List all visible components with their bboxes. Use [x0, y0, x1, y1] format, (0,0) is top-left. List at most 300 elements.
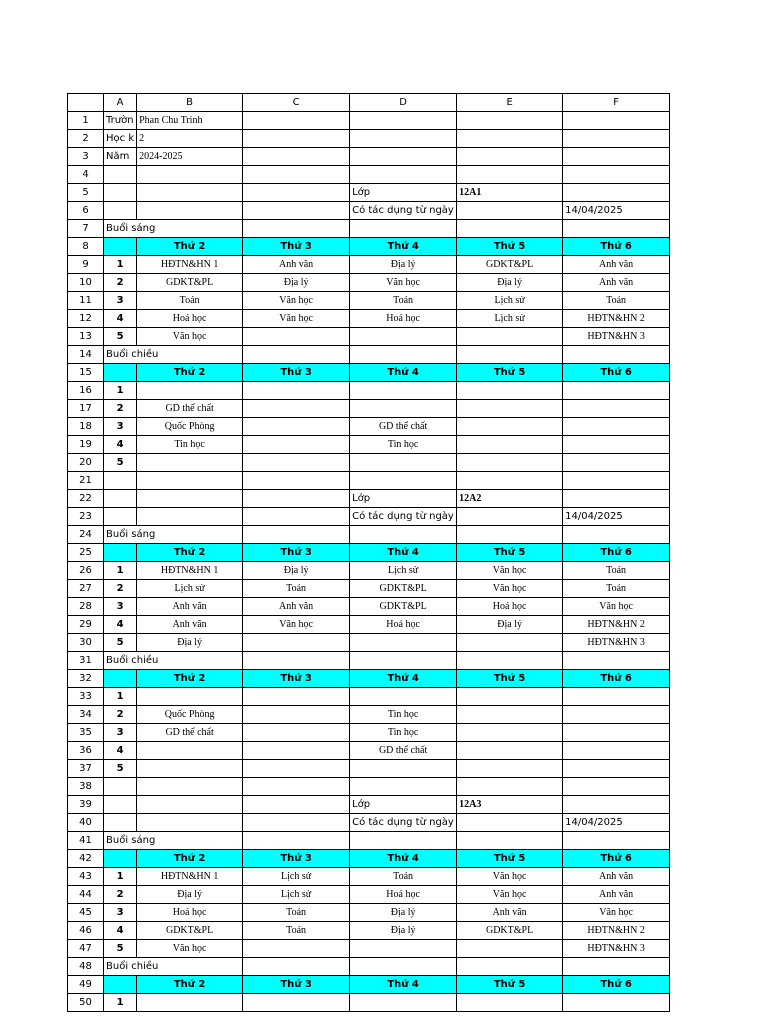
- row-number[interactable]: 28: [68, 598, 104, 616]
- period-number[interactable]: 2: [104, 274, 137, 292]
- cell[interactable]: [563, 130, 670, 148]
- subject-cell[interactable]: Anh văn: [563, 886, 670, 904]
- subject-cell[interactable]: [563, 382, 670, 400]
- subject-cell[interactable]: Địa lý: [243, 274, 350, 292]
- weekday-header[interactable]: Thứ 6: [563, 850, 670, 868]
- cell[interactable]: [457, 472, 563, 490]
- class-label[interactable]: Lớp: [350, 184, 457, 202]
- subject-cell[interactable]: HĐTN&HN 3: [563, 940, 670, 958]
- subject-cell[interactable]: Hoá học: [350, 886, 457, 904]
- weekday-header[interactable]: Thứ 3: [243, 364, 350, 382]
- cell[interactable]: [243, 166, 350, 184]
- cell[interactable]: [104, 490, 137, 508]
- cell[interactable]: [243, 526, 350, 544]
- period-number[interactable]: 4: [104, 922, 137, 940]
- row-number[interactable]: 42: [68, 850, 104, 868]
- cell[interactable]: [350, 112, 457, 130]
- header-blank-cell[interactable]: [104, 238, 137, 256]
- effective-date-value[interactable]: 14/04/2025: [563, 508, 670, 526]
- weekday-header[interactable]: Thứ 5: [457, 670, 563, 688]
- subject-cell[interactable]: [243, 436, 350, 454]
- subject-cell[interactable]: [563, 760, 670, 778]
- subject-cell[interactable]: [350, 454, 457, 472]
- cell[interactable]: [104, 508, 137, 526]
- subject-cell[interactable]: Anh văn: [563, 274, 670, 292]
- weekday-header[interactable]: Thứ 5: [457, 238, 563, 256]
- subject-cell[interactable]: HĐTN&HN 1: [137, 868, 243, 886]
- cell[interactable]: [457, 814, 563, 832]
- cell[interactable]: [137, 166, 243, 184]
- row-number[interactable]: 43: [68, 868, 104, 886]
- row-number[interactable]: 40: [68, 814, 104, 832]
- subject-cell[interactable]: [563, 418, 670, 436]
- cell[interactable]: [243, 220, 350, 238]
- class-label[interactable]: Lớp: [350, 490, 457, 508]
- subject-cell[interactable]: Văn học: [457, 886, 563, 904]
- subject-cell[interactable]: Lịch sử: [243, 886, 350, 904]
- subject-cell[interactable]: Văn học: [137, 328, 243, 346]
- subject-cell[interactable]: Toán: [243, 580, 350, 598]
- cell[interactable]: [563, 490, 670, 508]
- row-number[interactable]: 1: [68, 112, 104, 130]
- afternoon-session-label[interactable]: Buổi chiều: [104, 652, 243, 670]
- subject-cell[interactable]: [243, 994, 350, 1012]
- subject-cell[interactable]: [457, 742, 563, 760]
- subject-cell[interactable]: [243, 742, 350, 760]
- subject-cell[interactable]: Văn học: [457, 562, 563, 580]
- period-number[interactable]: 3: [104, 598, 137, 616]
- subject-cell[interactable]: [350, 400, 457, 418]
- cell[interactable]: [563, 220, 670, 238]
- subject-cell[interactable]: Hoá học: [350, 616, 457, 634]
- subject-cell[interactable]: Địa lý: [350, 922, 457, 940]
- weekday-header[interactable]: Thứ 4: [350, 238, 457, 256]
- cell[interactable]: [104, 796, 137, 814]
- row-number[interactable]: 30: [68, 634, 104, 652]
- subject-cell[interactable]: HĐTN&HN 3: [563, 634, 670, 652]
- morning-session-label[interactable]: Buổi sáng: [104, 220, 243, 238]
- cell[interactable]: [243, 490, 350, 508]
- column-header-f[interactable]: F: [563, 94, 670, 112]
- subject-cell[interactable]: GD thể chất: [137, 724, 243, 742]
- subject-cell[interactable]: Toán: [563, 580, 670, 598]
- cell[interactable]: [243, 958, 350, 976]
- subject-cell[interactable]: Hoá học: [137, 310, 243, 328]
- effective-date-label[interactable]: Có tác dụng từ ngày: [350, 508, 457, 526]
- subject-cell[interactable]: [243, 454, 350, 472]
- subject-cell[interactable]: [457, 454, 563, 472]
- weekday-header[interactable]: Thứ 5: [457, 544, 563, 562]
- column-header-e[interactable]: E: [457, 94, 563, 112]
- class-name[interactable]: 12A3: [457, 796, 563, 814]
- subject-cell[interactable]: Tin học: [137, 436, 243, 454]
- period-number[interactable]: 1: [104, 256, 137, 274]
- subject-cell[interactable]: [243, 706, 350, 724]
- period-number[interactable]: 1: [104, 562, 137, 580]
- cell[interactable]: [243, 130, 350, 148]
- subject-cell[interactable]: GD thể chất: [350, 418, 457, 436]
- header-blank-cell[interactable]: [104, 670, 137, 688]
- period-number[interactable]: 2: [104, 580, 137, 598]
- info-value[interactable]: Phan Chu Trinh: [137, 112, 243, 130]
- subject-cell[interactable]: GD thể chất: [350, 742, 457, 760]
- subject-cell[interactable]: [563, 688, 670, 706]
- cell[interactable]: [457, 148, 563, 166]
- cell[interactable]: [350, 220, 457, 238]
- weekday-header[interactable]: Thứ 2: [137, 850, 243, 868]
- cell[interactable]: [243, 778, 350, 796]
- weekday-header[interactable]: Thứ 3: [243, 544, 350, 562]
- subject-cell[interactable]: Anh văn: [137, 598, 243, 616]
- subject-cell[interactable]: Hoá học: [137, 904, 243, 922]
- cell[interactable]: [457, 526, 563, 544]
- row-number[interactable]: 15: [68, 364, 104, 382]
- row-number[interactable]: 38: [68, 778, 104, 796]
- info-value[interactable]: 2: [137, 130, 243, 148]
- cell[interactable]: [350, 166, 457, 184]
- effective-date-value[interactable]: 14/04/2025: [563, 202, 670, 220]
- subject-cell[interactable]: [243, 382, 350, 400]
- period-number[interactable]: 4: [104, 436, 137, 454]
- cell[interactable]: [563, 346, 670, 364]
- weekday-header[interactable]: Thứ 4: [350, 364, 457, 382]
- row-number[interactable]: 11: [68, 292, 104, 310]
- row-number[interactable]: 50: [68, 994, 104, 1012]
- cell[interactable]: [243, 796, 350, 814]
- subject-cell[interactable]: [137, 688, 243, 706]
- weekday-header[interactable]: Thứ 4: [350, 976, 457, 994]
- subject-cell[interactable]: [457, 328, 563, 346]
- period-number[interactable]: 4: [104, 742, 137, 760]
- subject-cell[interactable]: Văn học: [137, 940, 243, 958]
- weekday-header[interactable]: Thứ 6: [563, 976, 670, 994]
- cell[interactable]: [457, 652, 563, 670]
- subject-cell[interactable]: GDKT&PL: [350, 580, 457, 598]
- cell[interactable]: [457, 130, 563, 148]
- cell[interactable]: [104, 166, 137, 184]
- cell[interactable]: [350, 148, 457, 166]
- row-number[interactable]: 7: [68, 220, 104, 238]
- cell[interactable]: [243, 202, 350, 220]
- cell[interactable]: [457, 832, 563, 850]
- subject-cell[interactable]: Địa lý: [137, 886, 243, 904]
- subject-cell[interactable]: HĐTN&HN 1: [137, 256, 243, 274]
- subject-cell[interactable]: Văn học: [563, 598, 670, 616]
- row-number[interactable]: 13: [68, 328, 104, 346]
- subject-cell[interactable]: Địa lý: [350, 256, 457, 274]
- row-number[interactable]: 4: [68, 166, 104, 184]
- subject-cell[interactable]: [243, 760, 350, 778]
- subject-cell[interactable]: [457, 418, 563, 436]
- row-number[interactable]: 23: [68, 508, 104, 526]
- cell[interactable]: [563, 526, 670, 544]
- morning-session-label[interactable]: Buổi sáng: [104, 526, 243, 544]
- cell[interactable]: [457, 220, 563, 238]
- subject-cell[interactable]: Anh văn: [563, 256, 670, 274]
- weekday-header[interactable]: Thứ 6: [563, 544, 670, 562]
- subject-cell[interactable]: Lịch sử: [350, 562, 457, 580]
- cell[interactable]: [457, 508, 563, 526]
- weekday-header[interactable]: Thứ 2: [137, 976, 243, 994]
- subject-cell[interactable]: Văn học: [243, 616, 350, 634]
- weekday-header[interactable]: Thứ 4: [350, 544, 457, 562]
- row-number[interactable]: 8: [68, 238, 104, 256]
- subject-cell[interactable]: Văn học: [457, 868, 563, 886]
- cell[interactable]: [137, 796, 243, 814]
- cell[interactable]: [137, 814, 243, 832]
- cell[interactable]: [563, 472, 670, 490]
- cell[interactable]: [137, 472, 243, 490]
- subject-cell[interactable]: Lịch sử: [137, 580, 243, 598]
- subject-cell[interactable]: Địa lý: [243, 562, 350, 580]
- row-number[interactable]: 22: [68, 490, 104, 508]
- period-number[interactable]: 1: [104, 868, 137, 886]
- period-number[interactable]: 1: [104, 994, 137, 1012]
- weekday-header[interactable]: Thứ 3: [243, 850, 350, 868]
- subject-cell[interactable]: Địa lý: [137, 634, 243, 652]
- subject-cell[interactable]: HĐTN&HN 3: [563, 328, 670, 346]
- row-number[interactable]: 17: [68, 400, 104, 418]
- column-header-d[interactable]: D: [350, 94, 457, 112]
- subject-cell[interactable]: [350, 328, 457, 346]
- subject-cell[interactable]: Hoá học: [350, 310, 457, 328]
- cell[interactable]: [457, 202, 563, 220]
- period-number[interactable]: 3: [104, 418, 137, 436]
- subject-cell[interactable]: [563, 454, 670, 472]
- subject-cell[interactable]: Địa lý: [350, 904, 457, 922]
- period-number[interactable]: 1: [104, 688, 137, 706]
- cell[interactable]: [104, 472, 137, 490]
- subject-cell[interactable]: Lịch sử: [457, 310, 563, 328]
- row-number[interactable]: 39: [68, 796, 104, 814]
- subject-cell[interactable]: Toán: [563, 292, 670, 310]
- cell[interactable]: [563, 778, 670, 796]
- period-number[interactable]: 5: [104, 634, 137, 652]
- subject-cell[interactable]: [350, 382, 457, 400]
- subject-cell[interactable]: Văn học: [243, 310, 350, 328]
- subject-cell[interactable]: [457, 994, 563, 1012]
- subject-cell[interactable]: [563, 724, 670, 742]
- row-number[interactable]: 29: [68, 616, 104, 634]
- row-number[interactable]: 44: [68, 886, 104, 904]
- cell[interactable]: [457, 346, 563, 364]
- cell[interactable]: [457, 958, 563, 976]
- subject-cell[interactable]: [457, 706, 563, 724]
- cell[interactable]: [243, 346, 350, 364]
- cell[interactable]: [243, 814, 350, 832]
- subject-cell[interactable]: GDKT&PL: [457, 256, 563, 274]
- subject-cell[interactable]: GDKT&PL: [457, 922, 563, 940]
- row-number[interactable]: 2: [68, 130, 104, 148]
- subject-cell[interactable]: Anh văn: [457, 904, 563, 922]
- column-header-a[interactable]: A: [104, 94, 137, 112]
- subject-cell[interactable]: HĐTN&HN 2: [563, 310, 670, 328]
- subject-cell[interactable]: Tin học: [350, 436, 457, 454]
- weekday-header[interactable]: Thứ 3: [243, 976, 350, 994]
- subject-cell[interactable]: Anh văn: [137, 616, 243, 634]
- subject-cell[interactable]: [243, 940, 350, 958]
- cell[interactable]: [350, 346, 457, 364]
- subject-cell[interactable]: Toán: [137, 292, 243, 310]
- row-number[interactable]: 49: [68, 976, 104, 994]
- row-number[interactable]: 24: [68, 526, 104, 544]
- subject-cell[interactable]: [457, 688, 563, 706]
- subject-cell[interactable]: [243, 634, 350, 652]
- weekday-header[interactable]: Thứ 2: [137, 364, 243, 382]
- cell[interactable]: [243, 832, 350, 850]
- cell[interactable]: [350, 130, 457, 148]
- period-number[interactable]: 5: [104, 328, 137, 346]
- subject-cell[interactable]: [243, 724, 350, 742]
- cell[interactable]: [563, 832, 670, 850]
- subject-cell[interactable]: HĐTN&HN 2: [563, 616, 670, 634]
- subject-cell[interactable]: [350, 688, 457, 706]
- afternoon-session-label[interactable]: Buổi chiều: [104, 958, 243, 976]
- cell[interactable]: [563, 184, 670, 202]
- period-number[interactable]: 4: [104, 616, 137, 634]
- cell[interactable]: [104, 184, 137, 202]
- weekday-header[interactable]: Thứ 5: [457, 364, 563, 382]
- cell[interactable]: [457, 166, 563, 184]
- row-number[interactable]: 10: [68, 274, 104, 292]
- row-number[interactable]: 26: [68, 562, 104, 580]
- row-number[interactable]: 46: [68, 922, 104, 940]
- row-number[interactable]: 41: [68, 832, 104, 850]
- weekday-header[interactable]: Thứ 6: [563, 238, 670, 256]
- subject-cell[interactable]: [457, 724, 563, 742]
- period-number[interactable]: 2: [104, 400, 137, 418]
- info-label[interactable]: Năm: [104, 148, 137, 166]
- subject-cell[interactable]: Anh văn: [563, 868, 670, 886]
- cell[interactable]: [104, 778, 137, 796]
- subject-cell[interactable]: Văn học: [563, 904, 670, 922]
- weekday-header[interactable]: Thứ 6: [563, 670, 670, 688]
- info-label[interactable]: Học k: [104, 130, 137, 148]
- subject-cell[interactable]: Quốc Phòng: [137, 418, 243, 436]
- subject-cell[interactable]: [350, 760, 457, 778]
- row-number[interactable]: 33: [68, 688, 104, 706]
- cell[interactable]: [137, 184, 243, 202]
- cell[interactable]: [137, 202, 243, 220]
- subject-cell[interactable]: Tin học: [350, 706, 457, 724]
- weekday-header[interactable]: Thứ 5: [457, 976, 563, 994]
- period-number[interactable]: 3: [104, 724, 137, 742]
- cell[interactable]: [563, 958, 670, 976]
- row-number[interactable]: 47: [68, 940, 104, 958]
- cell[interactable]: [243, 184, 350, 202]
- subject-cell[interactable]: GDKT&PL: [137, 922, 243, 940]
- subject-cell[interactable]: HĐTN&HN 2: [563, 922, 670, 940]
- period-number[interactable]: 3: [104, 292, 137, 310]
- subject-cell[interactable]: [563, 742, 670, 760]
- row-number[interactable]: 34: [68, 706, 104, 724]
- row-number[interactable]: 6: [68, 202, 104, 220]
- subject-cell[interactable]: [350, 634, 457, 652]
- subject-cell[interactable]: [457, 940, 563, 958]
- subject-cell[interactable]: [563, 994, 670, 1012]
- row-number[interactable]: 27: [68, 580, 104, 598]
- row-number[interactable]: 14: [68, 346, 104, 364]
- period-number[interactable]: 5: [104, 454, 137, 472]
- info-label[interactable]: Trườn: [104, 112, 137, 130]
- subject-cell[interactable]: Lịch sử: [243, 868, 350, 886]
- period-number[interactable]: 4: [104, 310, 137, 328]
- subject-cell[interactable]: [137, 760, 243, 778]
- cell[interactable]: [104, 814, 137, 832]
- weekday-header[interactable]: Thứ 6: [563, 364, 670, 382]
- weekday-header[interactable]: Thứ 3: [243, 670, 350, 688]
- weekday-header[interactable]: Thứ 2: [137, 670, 243, 688]
- subject-cell[interactable]: Địa lý: [457, 616, 563, 634]
- subject-cell[interactable]: Toán: [350, 292, 457, 310]
- header-blank-cell[interactable]: [104, 850, 137, 868]
- class-name[interactable]: 12A2: [457, 490, 563, 508]
- column-header-b[interactable]: B: [137, 94, 243, 112]
- cell[interactable]: [243, 148, 350, 166]
- weekday-header[interactable]: Thứ 5: [457, 850, 563, 868]
- cell[interactable]: [137, 490, 243, 508]
- subject-cell[interactable]: Toán: [563, 562, 670, 580]
- weekday-header[interactable]: Thứ 4: [350, 850, 457, 868]
- subject-cell[interactable]: Hoá học: [457, 598, 563, 616]
- row-number[interactable]: 31: [68, 652, 104, 670]
- cell[interactable]: [243, 472, 350, 490]
- effective-date-label[interactable]: Có tác dụng từ ngày: [350, 814, 457, 832]
- info-value[interactable]: 2024-2025: [137, 148, 243, 166]
- row-number[interactable]: 20: [68, 454, 104, 472]
- row-number[interactable]: 19: [68, 436, 104, 454]
- subject-cell[interactable]: GDKT&PL: [350, 598, 457, 616]
- subject-cell[interactable]: [137, 382, 243, 400]
- cell[interactable]: [350, 472, 457, 490]
- period-number[interactable]: 3: [104, 904, 137, 922]
- effective-date-label[interactable]: Có tác dụng từ ngày: [350, 202, 457, 220]
- weekday-header[interactable]: Thứ 3: [243, 238, 350, 256]
- subject-cell[interactable]: Toán: [350, 868, 457, 886]
- weekday-header[interactable]: Thứ 2: [137, 238, 243, 256]
- cell[interactable]: [563, 112, 670, 130]
- period-number[interactable]: 5: [104, 940, 137, 958]
- cell[interactable]: [457, 778, 563, 796]
- cell[interactable]: [350, 832, 457, 850]
- afternoon-session-label[interactable]: Buổi chiều: [104, 346, 243, 364]
- subject-cell[interactable]: [457, 400, 563, 418]
- subject-cell[interactable]: [563, 400, 670, 418]
- row-number[interactable]: 36: [68, 742, 104, 760]
- cell[interactable]: [243, 508, 350, 526]
- subject-cell[interactable]: [563, 706, 670, 724]
- subject-cell[interactable]: Lịch sử: [457, 292, 563, 310]
- subject-cell[interactable]: [243, 328, 350, 346]
- subject-cell[interactable]: [457, 634, 563, 652]
- subject-cell[interactable]: GD thể chất: [137, 400, 243, 418]
- subject-cell[interactable]: [137, 454, 243, 472]
- row-number[interactable]: 48: [68, 958, 104, 976]
- cell[interactable]: [457, 112, 563, 130]
- cell[interactable]: [350, 778, 457, 796]
- subject-cell[interactable]: [350, 994, 457, 1012]
- cell[interactable]: [350, 958, 457, 976]
- subject-cell[interactable]: [137, 742, 243, 760]
- subject-cell[interactable]: [457, 760, 563, 778]
- row-number[interactable]: 25: [68, 544, 104, 562]
- header-blank-cell[interactable]: [104, 544, 137, 562]
- cell[interactable]: [563, 148, 670, 166]
- cell[interactable]: [350, 526, 457, 544]
- column-header-c[interactable]: C: [243, 94, 350, 112]
- subject-cell[interactable]: [563, 436, 670, 454]
- period-number[interactable]: 2: [104, 706, 137, 724]
